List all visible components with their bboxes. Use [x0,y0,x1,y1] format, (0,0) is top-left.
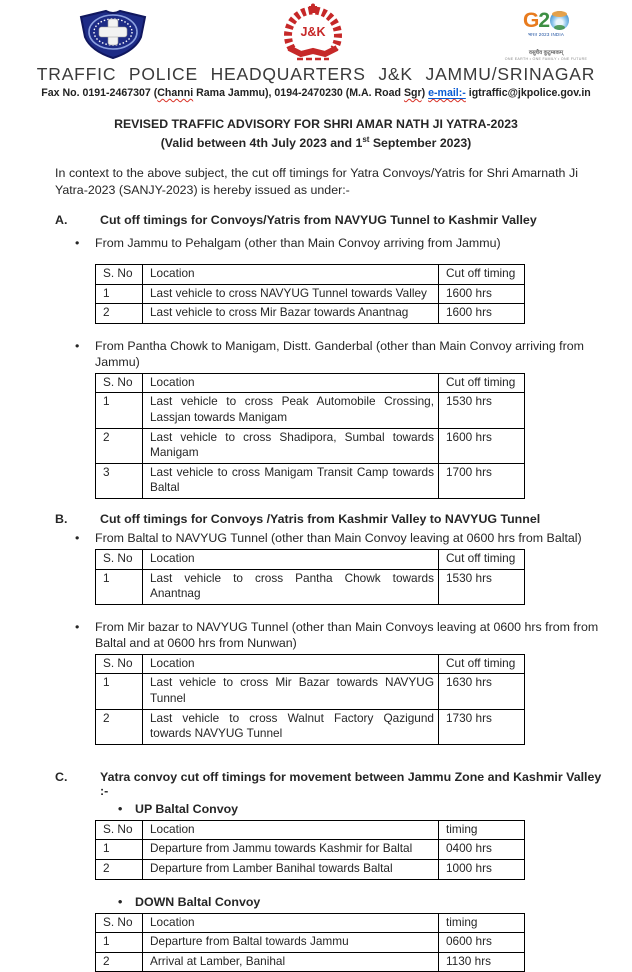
table-header-cell: Location [143,820,439,840]
bullet-item [75,619,602,651]
table-header-cell: Location [143,654,439,674]
section-title: Cut off timings for Convoys /Yatris from Kashmir Valley to NAVYUG Tunnel [100,511,541,526]
bullet-item [118,801,602,817]
cutoff-table [95,264,525,324]
g20-india-line: भारत 2023 INDIA [527,32,565,37]
table-header-cell: S. No [96,654,143,674]
table-cell: 1600 hrs [439,428,525,463]
table-header-row [96,373,525,393]
header-logo-band [0,0,632,62]
sections-container [55,213,602,972]
table-header-cell: S. No [96,373,143,393]
g20-digit-2: 2 [538,9,550,32]
bullet-item [75,235,602,251]
table-cell: 1600 hrs [439,284,525,304]
table-cell: 1730 hrs [439,709,525,744]
table-header-cell: Cut off timing [439,549,525,569]
table-cell: 3 [96,463,143,498]
table-header-row [96,654,525,674]
email-address: igtraffic@jkpolice.gov.in [465,87,591,99]
table-cell: Departure from Lamber Banihal towards Baltal [143,859,439,879]
table-row [96,952,525,972]
bullet-dot: • [75,619,80,634]
bullet-item [75,338,602,370]
email-link[interactable]: e-mail:- [428,87,466,99]
table-row [96,569,525,604]
advisory-validity [0,135,632,150]
table-cell: Departure from Jammu towards Kashmir for Baltal [143,840,439,860]
table-cell: Last vehicle to cross Peak Automobile Crossing, Lassjan towards Manigam [143,393,439,428]
table-cell: 1600 hrs [439,304,525,324]
validity-superscript: st [362,135,370,144]
table-header-cell: Location [143,373,439,393]
bullet-dot: • [118,801,123,816]
state-emblem-text: J&K [300,25,326,39]
g20-motto-english: ONE EARTH • ONE FAMILY • ONE FUTURE [504,57,588,61]
bullet-text: From Pantha Chowk to Manigam, Distt. Ganderbal (other than Main Convoy arriving from Jammu) [95,338,584,369]
table-row [96,859,525,879]
table-cell: Last vehicle to cross Mir Bazar towards NAVYUG Tunnel [143,674,439,709]
bullet-text: DOWN Baltal Convoy [135,894,261,909]
bullet-item [75,530,602,546]
bullet-dot: • [75,338,80,353]
bullet-text: UP Baltal Convoy [135,801,239,816]
bullet-dot: • [75,530,80,545]
table-cell: 0600 hrs [439,933,525,953]
bullet-dot: • [118,894,123,909]
table-header-cell: S. No [96,264,143,284]
table-row [96,933,525,953]
table-cell: 1 [96,393,143,428]
bullet-text: From Mir bazar to NAVYUG Tunnel (other than Main Convoys leaving at 0600 hrs from from Baltal and at 0600 hrs from Nunwan) [95,619,599,650]
table-cell: 2 [96,709,143,744]
table-row [96,463,525,498]
advisory-title: REVISED TRAFFIC ADVISORY FOR SHRI AMAR NATH JI YATRA-2023 [114,117,518,131]
table-header-row [96,913,525,933]
bullet-item [118,894,602,910]
table-cell: 1 [96,933,143,953]
table-cell: Last vehicle to cross Pantha Chowk towards Anantnag [143,569,439,604]
table-cell: Last vehicle to cross NAVYUG Tunnel towards Valley [143,284,439,304]
table-header-cell: timing [439,820,525,840]
g20-letter-g: G [522,9,539,32]
cutoff-table [95,373,525,499]
table-header-cell: timing [439,913,525,933]
table-header-cell: Cut off timing [439,373,525,393]
table-row [96,393,525,428]
fax-text-channi: Channi [157,87,194,99]
section-letter: C. [55,769,68,784]
table-row [96,674,525,709]
bullet-text: From Baltal to NAVYUG Tunnel (other than Main Convoy leaving at 0600 hrs from Baltal) [95,530,582,545]
org-title: TRAFFIC POLICE HEADQUARTERS J&K JAMMU/SRINAGAR [36,64,596,84]
table-cell: 1530 hrs [439,569,525,604]
section-heading [55,512,602,526]
jk-state-emblem-icon [279,3,347,68]
table-cell: 2 [96,304,143,324]
table-cell: Last vehicle to cross Shadipora, Sumbal towards Manigam [143,428,439,463]
cutoff-table [95,913,525,972]
fax-text-sgr: Sgr [403,87,422,99]
jk-traffic-police-badge-icon [76,8,150,65]
table-cell: 1000 hrs [439,859,525,879]
section-title: Cut off timings for Convoys/Yatris from NAVYUG Tunnel to Kashmir Valley [100,212,537,227]
section-letter: A. [55,212,68,227]
table-cell: Last vehicle to cross Manigam Transit Camp towards Baltal [143,463,439,498]
cutoff-table [95,654,525,745]
table-cell: 2 [96,428,143,463]
section-title: Yatra convoy cut off timings for movement between Jammu Zone and Kashmir Valley :- [100,769,602,798]
contact-line [0,87,632,99]
fax-text-1: Fax No. 0191-2467307 ( [41,87,158,99]
table-cell: 1130 hrs [439,952,525,972]
section-heading [55,770,602,798]
table-header-cell: S. No [96,913,143,933]
table-row [96,709,525,744]
table-cell: Departure from Baltal towards Jammu [143,933,439,953]
table-cell: Last vehicle to cross Mir Bazar towards Anantnag [143,304,439,324]
table-cell: 1 [96,840,143,860]
table-cell: Arrival at Lamber, Banihal [143,952,439,972]
section-letter: B. [55,511,68,526]
table-cell: Last vehicle to cross Walnut Factory Qazigund towards NAVYUG Tunnel [143,709,439,744]
bullet-dot: • [75,235,80,250]
g20-motto-hindi: वसुधैव कुटुम्बकम् [528,50,564,56]
cutoff-table [95,820,525,880]
bullet-text: From Jammu to Pehalgam (other than Main Convoy arriving from Jammu) [95,235,501,250]
table-cell: 1 [96,569,143,604]
table-header-row [96,549,525,569]
table-row [96,840,525,860]
validity-text-end: September 2023) [369,136,472,151]
table-row [96,284,525,304]
table-row [96,304,525,324]
table-header-cell: Location [143,264,439,284]
table-cell: 2 [96,859,143,879]
table-cell: 1700 hrs [439,463,525,498]
g20-india-logo [498,10,594,61]
table-cell: 1530 hrs [439,393,525,428]
cutoff-table [95,549,525,605]
table-cell: 1 [96,674,143,709]
table-header-cell: Cut off timing [439,654,525,674]
section-heading [55,213,602,227]
table-header-cell: Cut off timing [439,264,525,284]
table-header-cell: S. No [96,820,143,840]
fax-text-2: Rama Jammu), 0194-2470230 (M.A. Road [193,87,404,99]
fax-text-3: ) [421,87,429,99]
table-cell: 1630 hrs [439,674,525,709]
g20-wordmark [498,10,594,31]
table-row [96,428,525,463]
table-cell: 0400 hrs [439,840,525,860]
table-header-cell: S. No [96,549,143,569]
intro-paragraph: In context to the above subject, the cut off timings for Yatra Convoys/Yatris for Shri Amarnath Ji Yatra-2023 (SANJY-2023) is hereby issued as under:- [55,166,578,197]
g20-globe-lotus-icon [550,11,569,30]
table-header-cell: Location [143,549,439,569]
table-header-row [96,264,525,284]
table-cell: 1 [96,284,143,304]
table-header-cell: Location [143,913,439,933]
table-cell: 2 [96,952,143,972]
table-header-row [96,820,525,840]
validity-text: (Valid between 4th July 2023 and 1 [160,136,363,151]
